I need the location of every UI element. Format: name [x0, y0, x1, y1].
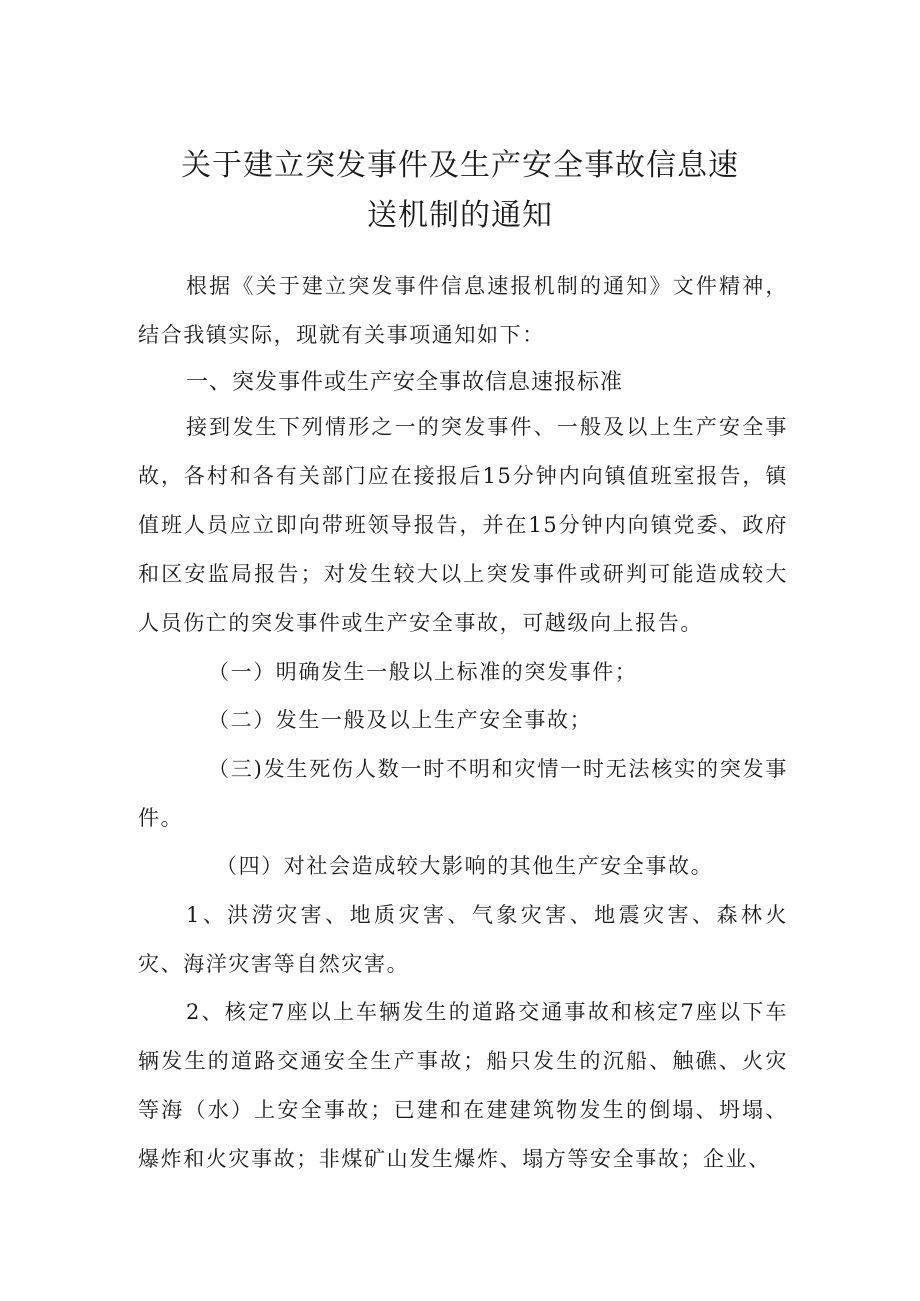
list-item-2: （二）发生一般及以上生产安全事故； — [208, 708, 593, 732]
list-item-4: （四）对社会造成较大影响的其他生产安全事故。 — [216, 854, 714, 878]
point-1-paragraph: 1、洪涝灾害、地质灾害、气象灾害、地震灾害、森林火灾、海洋灾害等自然灾害。 — [138, 903, 788, 976]
intro-paragraph: 根据《关于建立突发事件信息速报机制的通知》文件精神，结合我镇实际，现就有关事项通知如下： — [138, 274, 788, 347]
point-2-paragraph: 2、核定7座以上车辆发生的道路交通事故和核定7座以下车辆发生的道路交通安全生产事故；船只发生的沉船、触礁、火灾等海（水）上安全事故；已建和在建建筑物发生的倒塌、坍塌、爆炸和火灾事故；非煤矿山发生爆炸、塌方等安全事故；企业、 — [138, 1000, 788, 1171]
list-item-3: （三)发生死伤人数一时不明和灾情一时无法核实的突发事件。 — [138, 757, 788, 830]
section-1-heading: 一、突发事件或生产安全事故信息速报标准 — [186, 370, 624, 395]
document-title-line-1: 关于建立突发事件及生产安全事故信息速 — [181, 148, 739, 183]
document-title-line-2: 送机制的通知 — [367, 198, 553, 233]
list-item-1: （一）明确发生一般以上标准的突发事件； — [208, 660, 638, 684]
section-1-body: 接到发生下列情形之一的突发事件、一般及以上生产安全事故，各村和各有关部门应在接报后15分钟内向镇值班室报告，镇值班人员应立即向带班领导报告，并在15分钟内向镇党委、政府和区安监局报告；对发生较大以上突发事件或研判可能造成较大人员伤亡的突发事件或生产安全事故，可越级向上报告。 — [138, 415, 788, 635]
